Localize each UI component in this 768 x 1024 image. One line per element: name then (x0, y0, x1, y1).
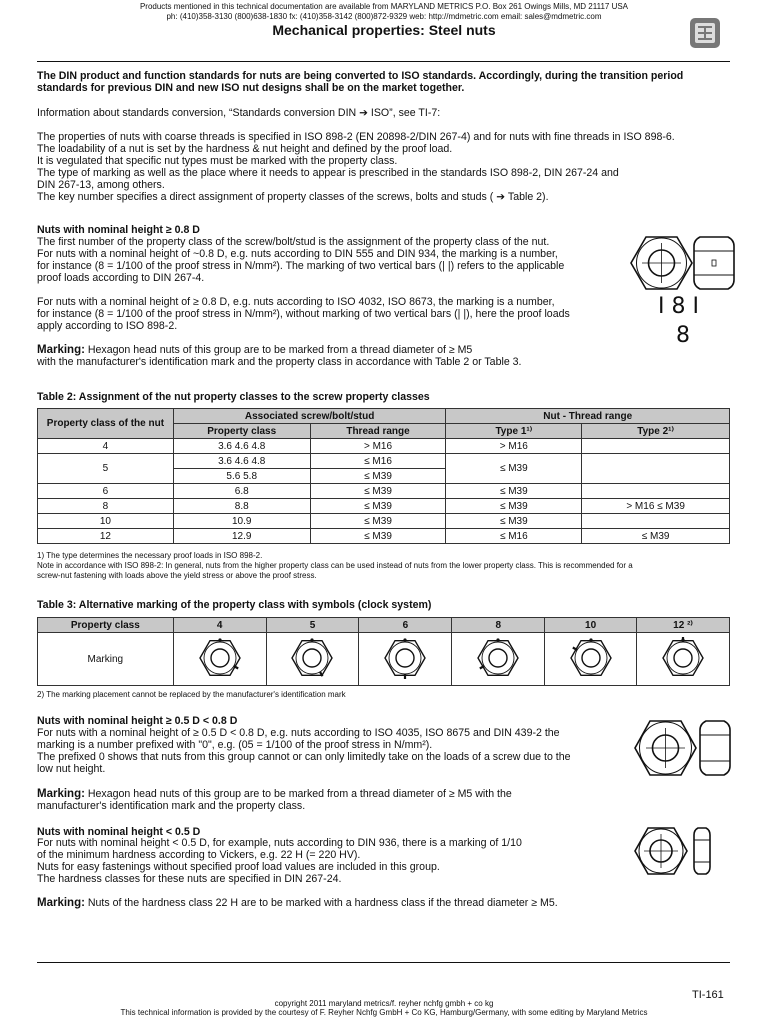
clock-marking-12-icon (637, 633, 730, 686)
table-row (38, 633, 730, 686)
header-address: Products mentioned in this technical documentation are available from MARYLAND METRICS P.O. Box 261 Owings Mills, MD 21117 USA (139, 2, 629, 11)
table-cell (582, 484, 730, 499)
section1-marking-text: Hexagon head nuts of this group are to be marked from a thread diameter of ≥ M5 (84, 344, 473, 356)
section2-line1: For nuts with a nominal height of ≥ 0.5 D < 0.8 D, e.g. nuts according to ISO 4035, ISO 8675 and DIN 439-2 the (37, 727, 560, 739)
intro-p5: DIN 267-13, among others. (37, 179, 165, 191)
table-cell: 3.6 4.6 4.8 (173, 439, 310, 454)
table-cell: 4 (38, 439, 174, 454)
table-row (38, 529, 730, 544)
clock-marking-4-icon (173, 633, 266, 686)
table3-header-class-4: 4 (173, 618, 266, 633)
table-row (38, 499, 730, 514)
header-rule (37, 61, 730, 62)
section3-marking-label: Marking: (37, 897, 85, 909)
table2-header-tr: Thread range (310, 424, 446, 439)
footer-copyright: copyright 2011 maryland metrics/f. reyher nchfg gmbh + co kg (274, 999, 494, 1008)
table-cell: 3.6 4.6 4.8 (173, 454, 310, 469)
table3-title: Table 3: Alternative marking of the property class with symbols (clock system) (37, 599, 432, 611)
intro-p1: The properties of nuts with coarse threads is specified in ISO 898-2 (EN 20898-2/DIN 267-4) and for nuts with fine threads in ISO 898-6. (37, 131, 675, 143)
table-cell: > M16 ≤ M39 (582, 499, 730, 514)
table-cell (582, 439, 730, 454)
table2-note2: Note in accordance with ISO 898-2: In general, nuts from the higher property class can be used instead of nuts from the lower property class. This is recommended for a (37, 561, 633, 570)
section3-line4: The hardness classes for these nuts are specified in DIN 267-24. (37, 873, 342, 885)
table-cell: 10 (38, 514, 174, 529)
table2-header-assoc: Associated screw/bolt/stud (173, 409, 446, 424)
table3-header-pc: Property class (38, 618, 174, 633)
footer-courtesy: This technical information is provided by the courtesy of F. Reyher Nchfg GmbH + Co KG, Hamburg/Germany, with some editing by Maryland Metrics (120, 1008, 648, 1017)
table-cell: ≤ M39 (582, 529, 730, 544)
section1-marking-label: Marking: (37, 344, 85, 356)
table3-header-class-6: 6 (359, 618, 452, 633)
section1-marking (37, 345, 637, 357)
table3-header-class-10: 10 (545, 618, 637, 633)
table-row (38, 484, 730, 499)
section1-line7: apply according to ISO 898-2. (37, 320, 178, 332)
table-cell: 8.8 (173, 499, 310, 514)
section3-marking-text: Nuts of the hardness class 22 H are to be marked with a hardness class if the thread diameter ≥ M5. (84, 897, 558, 909)
table-cell: 8 (38, 499, 174, 514)
section1-line4: proof loads according to DIN 267-4. (37, 272, 205, 284)
table2-title: Table 2: Assignment of the nut property classes to the screw property classes (37, 391, 430, 403)
table-cell: 5.6 5.8 (173, 469, 310, 484)
table-row (38, 439, 730, 454)
section1-line3: for instance (8 = 1/100 of the proof stress in N/mm²). The marking of two vertical bars (| |) refers to the applicable (37, 260, 565, 272)
table2 (37, 408, 730, 544)
table3-header-class-5: 5 (266, 618, 359, 633)
page-number: TI-161 (692, 989, 724, 1001)
section1-line2: For nuts with a nominal height of ~0.8 D, e.g. nuts according to DIN 555 and DIN 934, the marking is a number, (37, 248, 558, 260)
intro-bold: The DIN product and function standards for nuts are being converted to ISO standards. Accordingly, during the transition period standards for previous DIN and new ISO nut designs shall be on the market together. (37, 70, 684, 94)
table-cell: ≤ M39 (310, 514, 446, 529)
table3-row-label: Marking (38, 633, 174, 686)
table-cell: 12.9 (173, 529, 310, 544)
flat-nut-drawing-icon (634, 826, 714, 876)
section2-line3: The prefixed 0 shows that nuts from this group cannot or can only limitedly take on the loads of a screw due to the (37, 751, 571, 763)
clock-marking-5-icon (266, 633, 359, 686)
intro-p3: It is vegulated that specific nut types must be marked with the property class. (37, 155, 398, 167)
section3-marking (37, 898, 730, 910)
table-cell: 6 (38, 484, 174, 499)
section1-line6: for instance (8 = 1/100 of the proof stress in N/mm²), without marking of two vertical bars (| |), here the proof loads (37, 308, 570, 320)
clock-marking-6-icon (359, 633, 452, 686)
marking-bars-8: I 8 I (658, 294, 699, 319)
table-cell (582, 454, 730, 484)
table-cell: ≤ M39 (446, 499, 582, 514)
section2-line2: marking is a number prefixed with "0", e.g. (05 = 1/100 of the proof stress in N/mm²). (37, 739, 433, 751)
table-cell: 10.9 (173, 514, 310, 529)
section1-line5: For nuts with a nominal height of ≥ 0.8 D, e.g. nuts according to ISO 4032, ISO 8673, the marking is a number, (37, 296, 555, 308)
table-cell: > M16 (310, 439, 446, 454)
table-cell: ≤ M39 (446, 484, 582, 499)
table2-note1: 1) The type determines the necessary proof loads in ISO 898-2. (37, 551, 263, 560)
table-cell: ≤ M39 (310, 499, 446, 514)
table3-header-class-8: 8 (452, 618, 545, 633)
table-cell: ≤ M39 (446, 454, 582, 484)
table-row (38, 514, 730, 529)
table-cell: 12 (38, 529, 174, 544)
marking-8: 8 (676, 323, 690, 348)
table-cell: 6.8 (173, 484, 310, 499)
table3 (37, 617, 730, 686)
table-cell: 5 (38, 454, 174, 484)
table-cell: ≤ M39 (310, 469, 446, 484)
table2-header-t1: Type 1¹⁾ (446, 424, 582, 439)
clock-marking-8-icon (452, 633, 545, 686)
intro-p6: The key number specifies a direct assignment of property classes of the screws, bolts and studs ( ➔ Table 2). (37, 191, 549, 203)
thin-nut-drawing-icon (634, 718, 734, 778)
intro-p4: The type of marking as well as the place where it needs to appear is prescribed in the standards ISO 898-2, DIN 267-24 and (37, 167, 619, 179)
table-cell: ≤ M16 (446, 529, 582, 544)
table3-header-class-12: 12 ²⁾ (637, 618, 730, 633)
section2-marking (37, 789, 637, 801)
section3-line3: Nuts for easy fastenings without specified proof load values are included in this group. (37, 861, 440, 873)
page-title: Mechanical properties: Steel nuts (272, 22, 496, 38)
table-cell: ≤ M39 (310, 529, 446, 544)
section3-line1: For nuts with nominal height < 0.5 D, for example, nuts according to DIN 936, there is a marking of 1/10 (37, 837, 522, 849)
table-cell (582, 514, 730, 529)
intro-p2: The loadability of a nut is set by the hardness & nut height and defined by the proof load. (37, 143, 453, 155)
section1-marking-line2: with the manufacturer's identification mark and the property class in accordance with Table 2 or Table 3. (37, 356, 522, 368)
section2-marking-text: Hexagon head nuts of this group are to be marked from a thread diameter of ≥ M5 with the (84, 788, 512, 800)
table3-note: 2) The marking placement cannot be replaced by the manufacturer's identification mark (37, 690, 346, 699)
table-cell: ≤ M39 (310, 484, 446, 499)
table-row (38, 454, 730, 469)
section2-heading: Nuts with nominal height ≥ 0.5 D < 0.8 D (37, 715, 238, 727)
clock-marking-10-icon (545, 633, 637, 686)
section2-line4: low nut height. (37, 763, 106, 775)
table-cell: ≤ M39 (446, 514, 582, 529)
section2-marking-label: Marking: (37, 788, 85, 800)
table2-header-nut: Nut - Thread range (446, 409, 730, 424)
intro-info: Information about standards conversion, “Standards conversion DIN ➔ ISO”, see TI-7: (37, 107, 441, 119)
section2-marking-line2: manufacturer's identification mark and the property class. (37, 800, 306, 812)
table2-header-pc: Property class (173, 424, 310, 439)
section3-line2: of the minimum hardness according to Vickers, e.g. 22 H (= 220 HV). (37, 849, 361, 861)
table-cell: > M16 (446, 439, 582, 454)
company-logo-icon (690, 18, 720, 48)
section1-heading: Nuts with nominal height ≥ 0.8 D (37, 224, 200, 236)
section3-heading: Nuts with nominal height < 0.5 D (37, 826, 201, 838)
table-cell: ≤ M16 (310, 454, 446, 469)
table2-note3: screw-nut fastening with loads above the yield stress or above the proof stress. (37, 571, 317, 580)
header-contact: ph: (410)358-3130 (800)638-1830 fx: (410)358-3142 (800)872-9329 web: http://mdmetric.com email: sales@mdmetric.com (166, 12, 602, 21)
table2-header-class: Property class of the nut (38, 409, 174, 439)
section1-line1: The first number of the property class of the screw/bolt/stud is the assignment of the property class of the nut. (37, 236, 550, 248)
footer-rule (37, 962, 730, 963)
table2-header-t2: Type 2¹⁾ (582, 424, 730, 439)
nut-drawing-icon (630, 234, 736, 296)
